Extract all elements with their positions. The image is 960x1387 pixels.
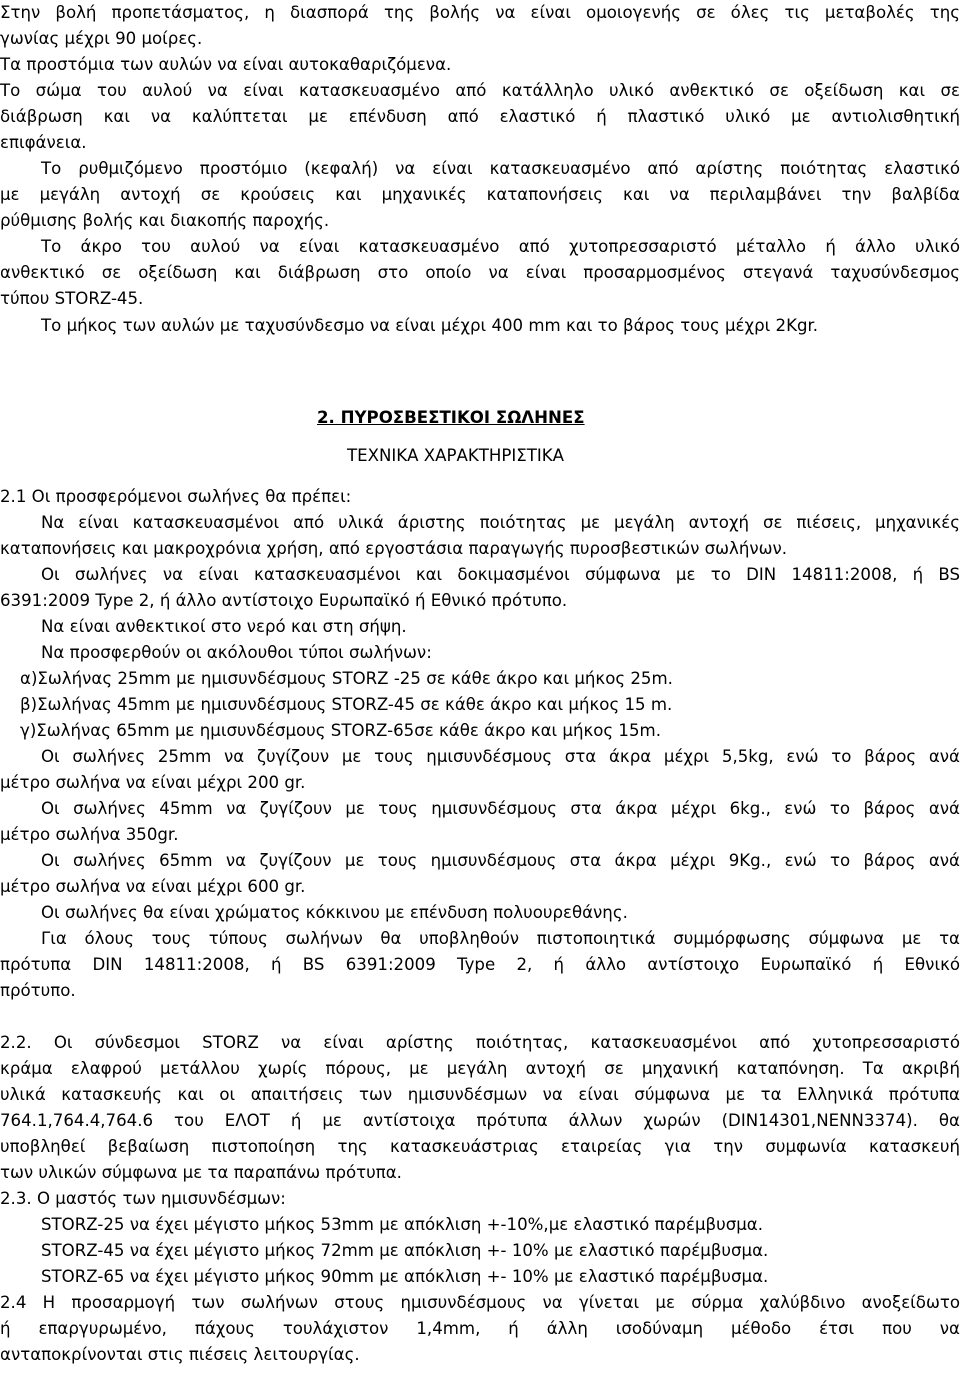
- text-line: 764.1,764.4,764.6 του ΕΛΟΤ ή με αντίστοιχα πρότυπα άλλων χωρών (DIN14301,NENN3374). θα: [0, 1111, 960, 1130]
- text-line: Το ρυθμιζόμενο προστόμιο (κεφαλή) να είναι κατασκευασμένο από αρίστης ποιότητας ελαστικό: [41, 159, 960, 178]
- text-line: Τα προστόμια των αυλών να είναι αυτοκαθαριζόμενα.: [0, 55, 452, 74]
- text-line: ανταποκρίνονται στις πιέσεις λειτουργίας.: [0, 1345, 360, 1364]
- text-line: ή επαργυρωμένο, πάχους τουλάχιστον 1,4mm, ή άλλη ισοδύναμη μέθοδο έτσι που να: [0, 1319, 960, 1338]
- text-line: Να προσφερθούν οι ακόλουθοι τύποι σωλήνων:: [41, 643, 432, 662]
- text-line: των υλικών σύμφωνα με τα παραπάνω πρότυπα.: [0, 1163, 402, 1182]
- text-line: Το άκρο του αυλού να είναι κατασκευασμένο από χυτοπρεσσαριστό μέταλλο ή άλλο υλικό: [41, 237, 960, 256]
- text-line: Στην βολή προπετάσματος, η διασπορά της βολής να είναι ομοιογενής σε όλες τις μεταβολές της: [0, 3, 960, 22]
- text-line: Να είναι κατασκευασμένοι από υλικά άριστης ποιότητας με μεγάλη αντοχή σε πιέσεις, μηχανικές: [41, 513, 960, 532]
- text-line: Οι σωλήνες 45mm να ζυγίζουν με τους ημισυνδέσμους στα άκρα μέχρι 6kg., ενώ το βάρος ανά: [41, 799, 960, 818]
- text-line: 2.1 Οι προσφερόμενοι σωλήνες θα πρέπει:: [0, 487, 352, 506]
- text-line: ρύθμισης βολής και διακοπής παροχής.: [0, 211, 330, 230]
- text-line: 2.2. Οι σύνδεσμοι STORZ να είναι αρίστης ποιότητας, κατασκευασμένοι από χυτοπρεσσαριστό: [0, 1033, 960, 1052]
- text-line: μέτρο σωλήνα να είναι μέχρι 200 gr.: [0, 773, 306, 792]
- text-line: τύπου STORZ-45.: [0, 289, 144, 308]
- text-line: καταπονήσεις και μακροχρόνια χρήση, από εργοστάσια παραγωγής πυροσβεστικών σωλήνων.: [0, 539, 788, 558]
- text-line: γωνίας μέχρι 90 μοίρες.: [0, 29, 203, 48]
- text-line: STORZ-45 να έχει μέγιστο μήκος 72mm με απόκλιση +- 10% με ελαστικό παρέμβυσμα.: [41, 1241, 769, 1260]
- text-line: STORZ-65 να έχει μέγιστο μήκος 90mm με απόκλιση +- 10% με ελαστικό παρέμβυσμα.: [41, 1267, 769, 1286]
- text-line: 2.4 Η προσαρμογή των σωλήνων στους ημισυνδέσμους να γίνεται με σύρμα χαλύβδινο ανοξείδωτο: [0, 1293, 960, 1312]
- list-item: α)Σωλήνας 25mm με ημισυνδέσμους STORZ -25 σε κάθε άκρο και μήκος 25m.: [20, 669, 673, 688]
- text-line: κράμα ελαφρού μετάλλου χωρίς πόρους, με μεγάλη αντοχή σε μηχανική καταπόνηση. Τα ακριβή: [0, 1059, 960, 1078]
- text-line: Οι σωλήνες 65mm να ζυγίζουν με τους ημισυνδέσμους στα άκρα μέχρι 9Kg., ενώ το βάρος ανά: [41, 851, 960, 870]
- text-line: μέτρο σωλήνα να είναι μέχρι 600 gr.: [0, 877, 306, 896]
- text-line: Το σώμα του αυλού να είναι κατασκευασμένο από κατάλληλο υλικό ανθεκτικό σε οξείδωση και σε: [0, 81, 960, 100]
- text-line: Οι σωλήνες να είναι κατασκευασμένοι και δοκιμασμένοι σύμφωνα με το DIN 14811:2008, ή BS: [41, 565, 960, 584]
- text-line: Το μήκος των αυλών με ταχυσύνδεσμο να είναι μέχρι 400 mm και το βάρος τους μέχρι 2Kgr.: [41, 316, 819, 335]
- list-item: β)Σωλήνας 45mm με ημισυνδέσμους STORZ-45 σε κάθε άκρο και μήκος 15 m.: [20, 695, 673, 714]
- text-line: Να είναι ανθεκτικοί στο νερό και στη σήψη.: [41, 617, 407, 636]
- text-line: μέτρο σωλήνα 350gr.: [0, 825, 179, 844]
- text-line: 6391:2009 Type 2, ή άλλο αντίστοιχο Ευρωπαϊκό ή Εθνικό πρότυπο.: [0, 591, 568, 610]
- section-subheading: ΤΕΧΝΙΚΑ ΧΑΡΑΚΤΗΡΙΣΤΙΚΑ: [347, 446, 565, 465]
- text-line: πρότυπα DIN 14811:2008, ή BS 6391:2009 Type 2, ή άλλο αντίστοιχο Ευρωπαϊκό ή Εθνικό: [0, 955, 960, 974]
- text-line: επιφάνεια.: [0, 133, 87, 152]
- text-line: STORZ-25 να έχει μέγιστο μήκος 53mm με απόκλιση +-10%,με ελαστικό παρέμβυσμα.: [41, 1215, 764, 1234]
- text-line: Οι σωλήνες θα είναι χρώματος κόκκινου με επένδυση πολυουρεθάνης.: [41, 903, 628, 922]
- text-line: υποβληθεί βεβαίωση πιστοποίηση της κατασκευάστριας εταιρείας για την συμφωνία κατασκευή: [0, 1137, 960, 1156]
- text-line: με μεγάλη αντοχή σε κρούσεις και μηχανικές καταπονήσεις και να περιλαμβάνει την βαλβίδα: [0, 185, 960, 204]
- text-line: Οι σωλήνες 25mm να ζυγίζουν με τους ημισυνδέσμους στα άκρα μέχρι 5,5kg, ενώ το βάρος ανά: [41, 747, 960, 766]
- text-line: διάβρωση και να καλύπτεται με επένδυση από ελαστικό ή πλαστικό υλικό με αντιολισθητική: [0, 107, 960, 126]
- text-line: ανθεκτικό σε οξείδωση και διάβρωση στο οποίο να είναι προσαρμοσμένος στεγανά ταχυσύνδεσμος: [0, 263, 960, 282]
- list-item: γ)Σωλήνας 65mm με ημισυνδέσμους STORZ-65σε κάθε άκρο και μήκος 15m.: [20, 721, 661, 740]
- section-heading: 2. ΠΥΡΟΣΒΕΣΤΙΚΟΙ ΣΩΛΗΝΕΣ: [317, 408, 585, 427]
- text-line: πρότυπο.: [0, 981, 76, 1000]
- text-line: υλικά κατασκευής και οι απαιτήσεις των ημισυνδέσμων να είναι σύμφωνα με τα Ελληνικά πρότυπα: [0, 1085, 960, 1104]
- text-line: 2.3. Ο μαστός των ημισυνδέσμων:: [0, 1189, 286, 1208]
- text-line: Για όλους τους τύπους σωλήνων θα υποβληθούν πιστοποιητικά συμμόρφωσης σύμφωνα με τα: [41, 929, 960, 948]
